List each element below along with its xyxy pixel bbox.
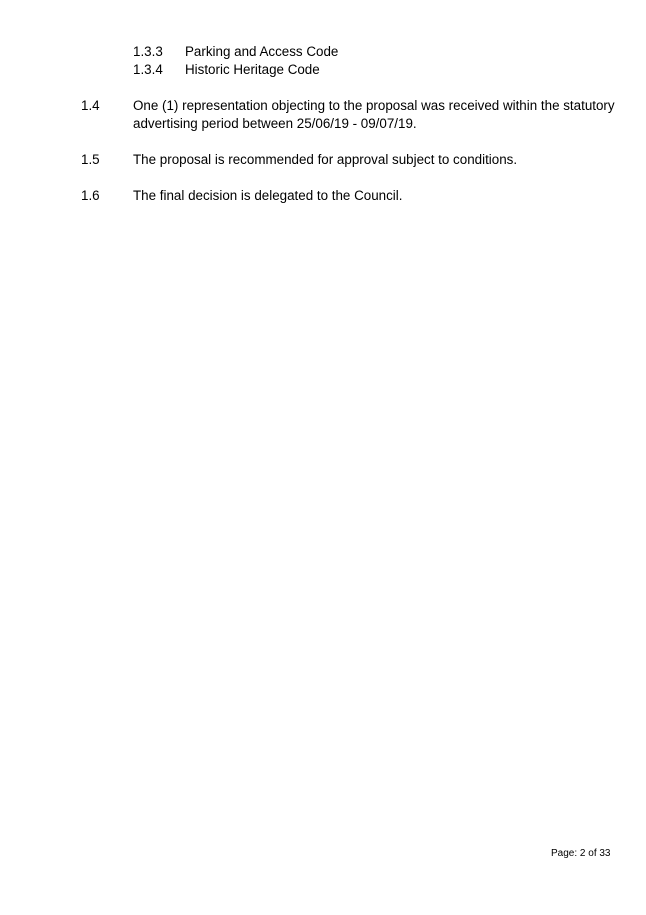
item-text-line: advertising period between 25/06/19 - 09/07/19.: [133, 116, 417, 131]
item-number: 1.6: [81, 188, 100, 203]
page-number-footer: Page: 2 of 33: [551, 848, 611, 859]
subitem-number: 1.3.3: [133, 44, 163, 59]
item-text-line: The final decision is delegated to the Council.: [133, 188, 403, 203]
item-text-line: One (1) representation objecting to the proposal was received within the statutory: [133, 98, 615, 113]
item-number: 1.5: [81, 152, 100, 167]
item-text-line: The proposal is recommended for approval subject to conditions.: [133, 152, 518, 167]
subitem-text: Historic Heritage Code: [185, 62, 320, 77]
item-number: 1.4: [81, 98, 100, 113]
subitem-number: 1.3.4: [133, 62, 163, 77]
subitem-text: Parking and Access Code: [185, 44, 339, 59]
